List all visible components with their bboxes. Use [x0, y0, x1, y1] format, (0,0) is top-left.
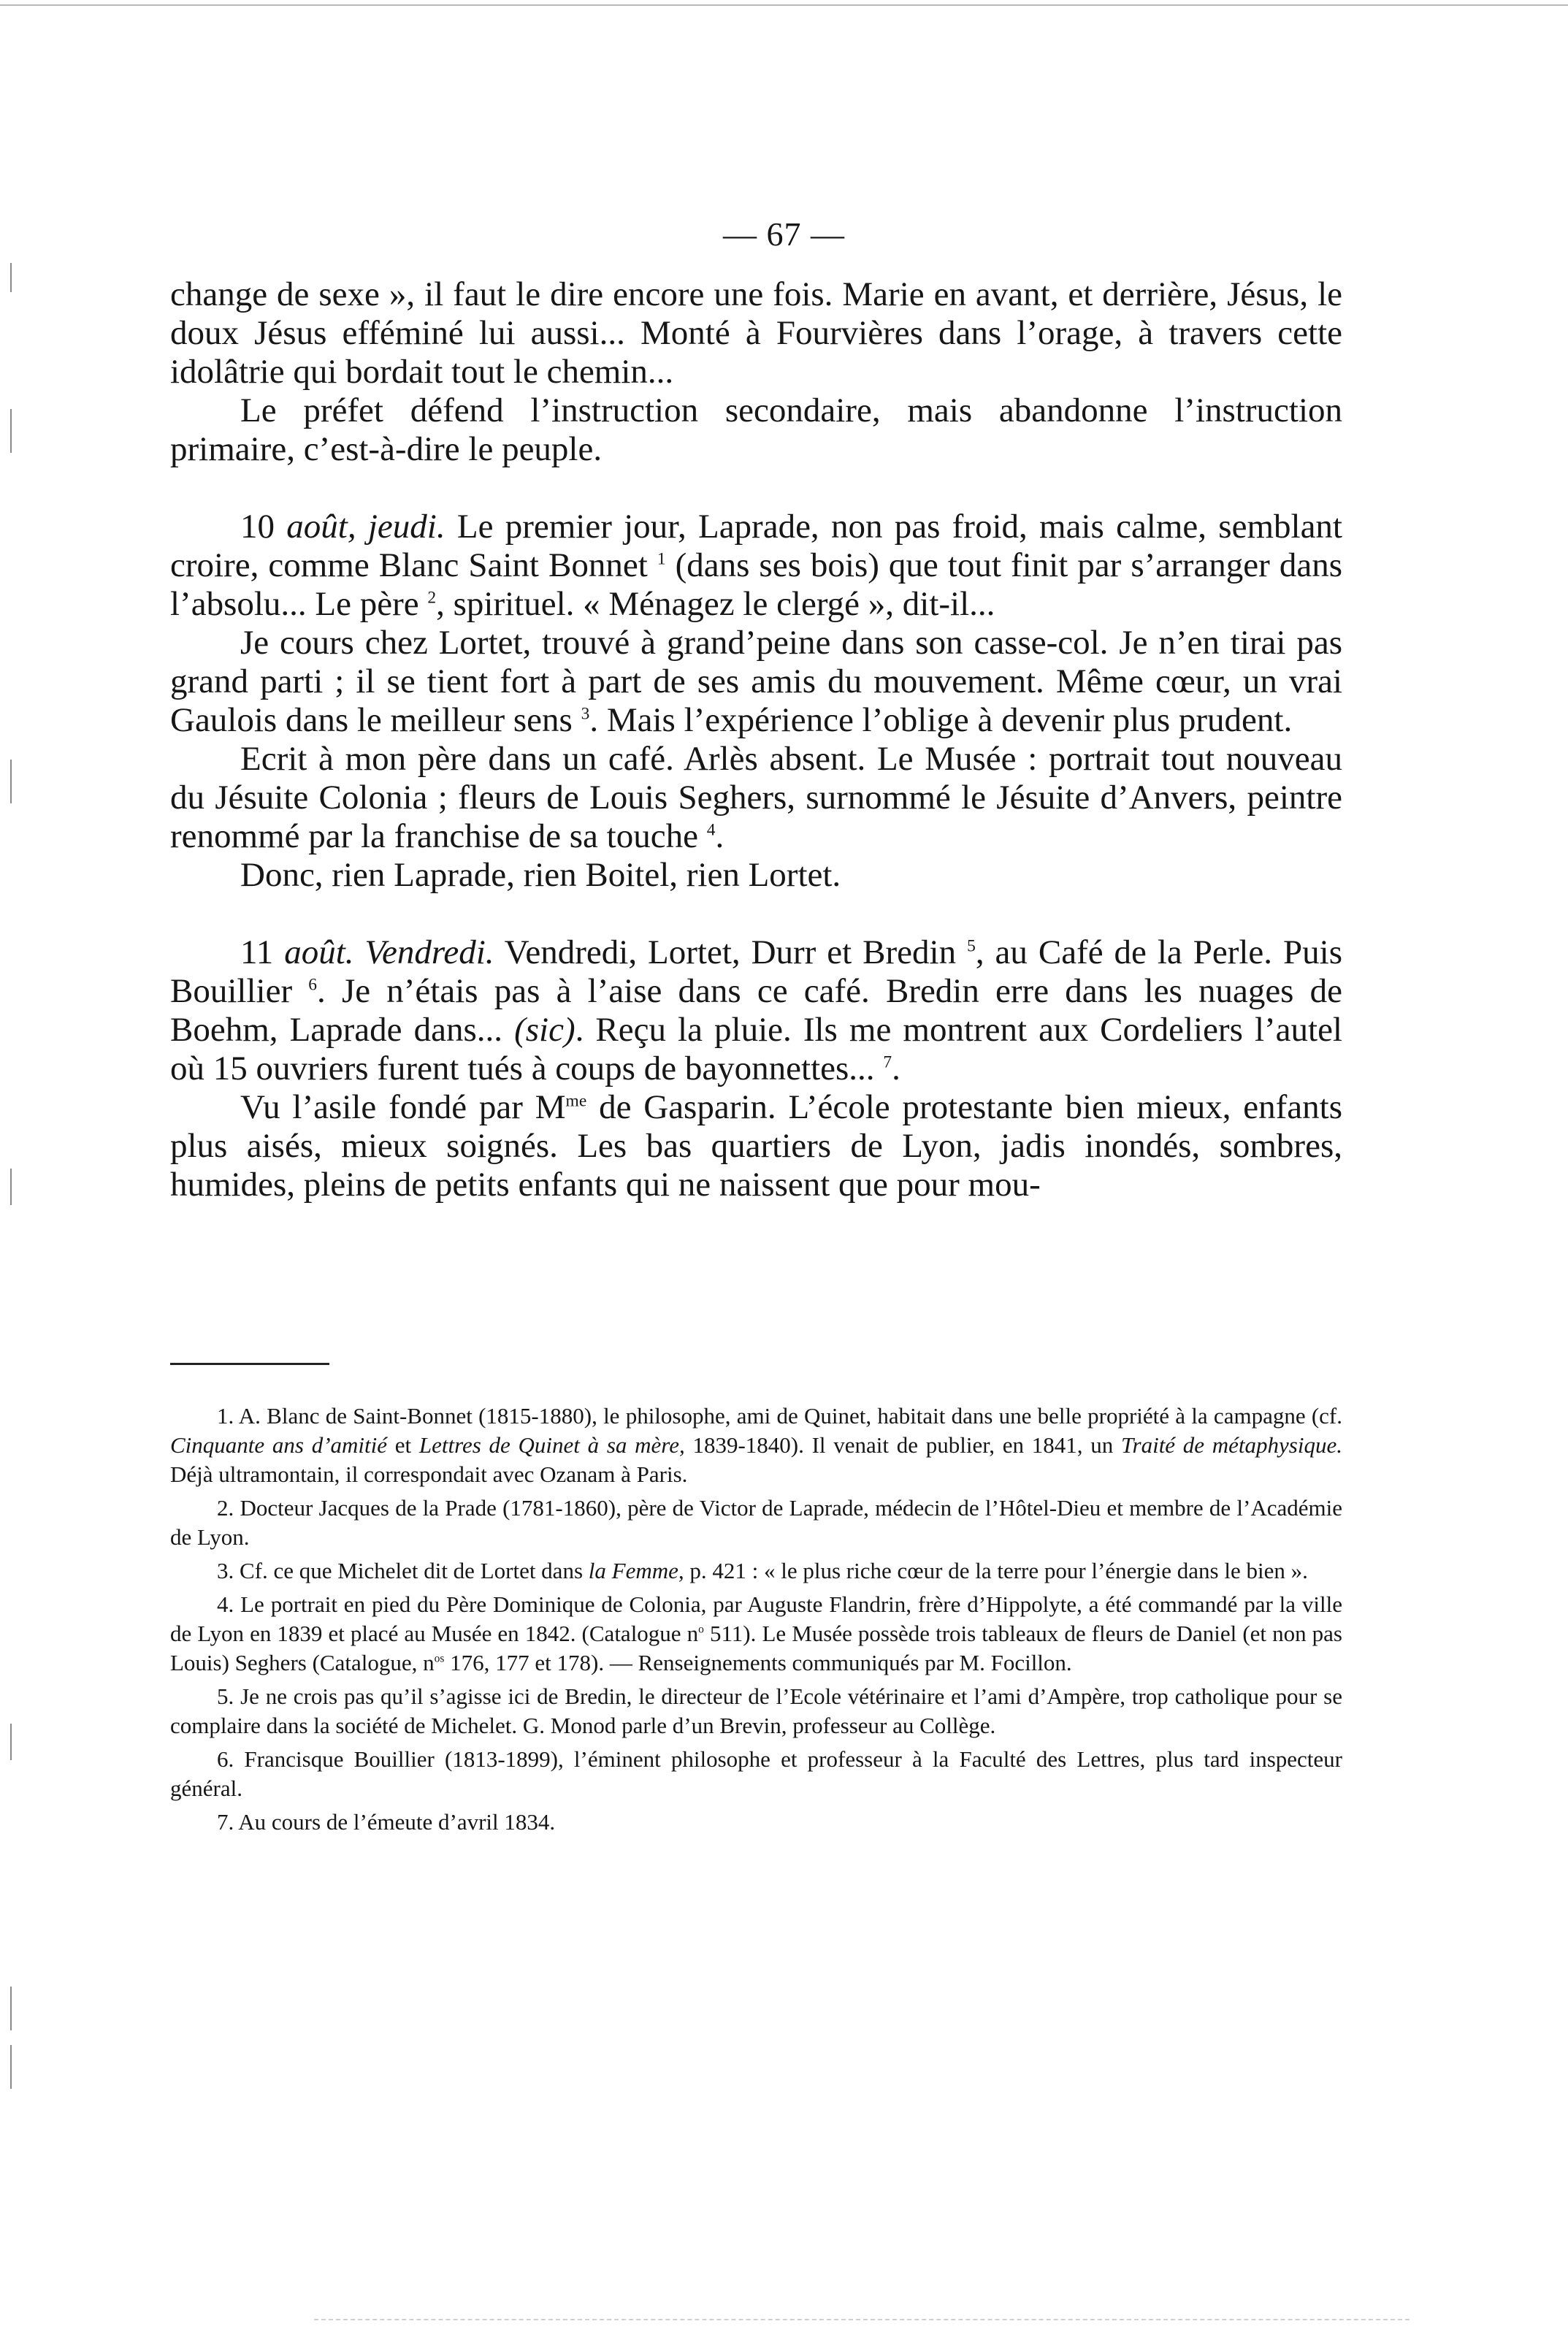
paragraph: Vu l’asile fondé par $M^{me}$ de Gasparin. L’école protestante bien mieux, enfants plus aisés, mieux soignés. Les bas quartiers de Lyon, jadis inondés, sombres, humides, pleins de petits enfants qui ne naissent que pour mou-: [170, 1088, 1343, 1204]
page-number: — 67 —: [723, 215, 845, 253]
paragraph: Je cours chez Lortet, trouvé à grand’peine dans son casse-col. Je n’en tirai pas grand parti ; il se tient fort à part de ses amis du mouvement. Même cœur, un vrai Gaulois dans le meilleur sens $^3$. Mais l’expérience l’oblige à devenir plus prudent.: [170, 624, 1342, 739]
entry-date-number: 10: [240, 508, 287, 546]
scan-margin-mark: [10, 1724, 12, 1760]
entry-date: août. Vendredi.: [284, 933, 494, 971]
scan-margin-mark: [10, 1169, 12, 1205]
paragraph: Le préfet défend l’instruction secondaire, mais abandonne l’instruction primaire, c’est-à-dire le peuple.: [170, 391, 1342, 468]
scan-bottom-edge: [314, 2319, 1410, 2320]
scan-margin-mark: [10, 2045, 12, 2089]
footnote-ref: 3: [581, 704, 590, 724]
paragraph: Donc, rien Laprade, rien Boitel, rien Lortet.: [240, 856, 841, 894]
journal-entry-aug-11: 11 août. Vendredi. Vendredi, Lortet, Durr et Bredin $^5$, au Café de la Perle. Puis Bouillier $^6$. Je n’étais pas à l’aise dans ce café. Bredin erre dans les nuages de Boehm, Laprade dans... (sic). Reçu la pluie. Ils me montrent aux Cordeliers l’autel où 15 ouvriers furent tués à coups de bayonnettes... $^7$.: [170, 933, 1343, 1087]
footnote-ref: 5: [967, 936, 976, 956]
footnote-4: 4. Le portrait en pied du Père Dominique de Colonia, par Auguste Flandrin, frère d’Hippolyte, a été commandé par la ville de Lyon en 1839 et placé au Musée en 1842. (Catalogue $n^o$ 511). Le Musée possède trois tableaux de fleurs de Daniel (et non pas Louis) Seghers (Catalogue, $n^{os}$ 176, 177 et 178). — Renseignements communiqués par M. Focillon.: [170, 1591, 1342, 1675]
footnote-ref: 2: [427, 588, 437, 608]
scan-top-edge: [0, 0, 1568, 6]
scan-margin-mark: [10, 1987, 12, 2030]
footnote-1: 1. A. Blanc de Saint-Bonnet (1815-1880), le philosophe, ami de Quinet, habitait dans une belle propriété à la campagne (cf. Cinquante ans d’amitié et Lettres de Quinet à sa mère, 1839-1840). Il venait de publier, en 1841, un Traité de métaphysique. Déjà ultramontain, il correspondait avec Ozanam à Paris.: [170, 1403, 1342, 1487]
footnote-7: 7. Au cours de l’émeute d’avril 1834.: [217, 1809, 556, 1835]
footnotes: [170, 1402, 1342, 1841]
footnote-3: 3. Cf. ce que Michelet dit de Lortet dans la Femme, p. 421 : « le plus riche cœur de la terre pour l’énergie dans le bien ».: [217, 1558, 1308, 1583]
footnote-5: 5. Je ne crois pas qu’il s’agisse ici de Bredin, le directeur de l’Ecole vétérinaire et l’ami d’Ampère, trop catholique pour se complaire dans la société de Michelet. G. Monod parle d’un Brevin, professeur au Collège.: [170, 1683, 1342, 1738]
footnote-2: 2. Docteur Jacques de la Prade (1781-1860), père de Victor de Laprade, médecin de l’Hôtel-Dieu et membre de l’Académie de Lyon.: [170, 1495, 1342, 1550]
scan-margin-mark: [10, 263, 12, 292]
footnote-ref: 1: [657, 549, 666, 569]
entry-date-number: 11: [240, 933, 285, 971]
paragraph: change de sexe », il faut le dire encore une fois. Marie en avant, et derrière, Jésus, le doux Jésus efféminé lui aussi... Monté à Fourvières dans l’orage, à travers cette idolâtrie qui bordait tout le chemin...: [170, 275, 1342, 391]
footnote-ref: 4: [706, 820, 716, 840]
footnote-ref: 7: [883, 1052, 892, 1072]
scan-margin-mark: [10, 760, 12, 803]
main-text: [170, 275, 1342, 1204]
footnote-separator: [170, 1363, 329, 1365]
footnote-6: 6. Francisque Bouillier (1813-1899), l’éminent philosophe et professeur à la Faculté des Lettres, plus tard inspecteur général.: [170, 1746, 1342, 1801]
paragraph: Ecrit à mon père dans un café. Arlès absent. Le Musée : portrait tout nouveau du Jésuite Colonia ; fleurs de Louis Seghers, surnommé le Jésuite d’Anvers, peintre renommé par la franchise de sa touche $^4$.: [170, 740, 1342, 855]
journal-entry-aug-10: 10 août, jeudi. Le premier jour, Laprade, non pas froid, mais calme, semblant croire, comme Blanc Saint Bonnet $^1$ (dans ses bois) que tout finit par s’arranger dans l’absolu... Le père $^2$, spirituel. « Ménagez le clergé », dit-il...: [170, 508, 1342, 623]
scan-margin-mark: [10, 409, 12, 453]
footnote-ref: 6: [308, 975, 318, 995]
entry-date: août, jeudi.: [286, 508, 445, 546]
